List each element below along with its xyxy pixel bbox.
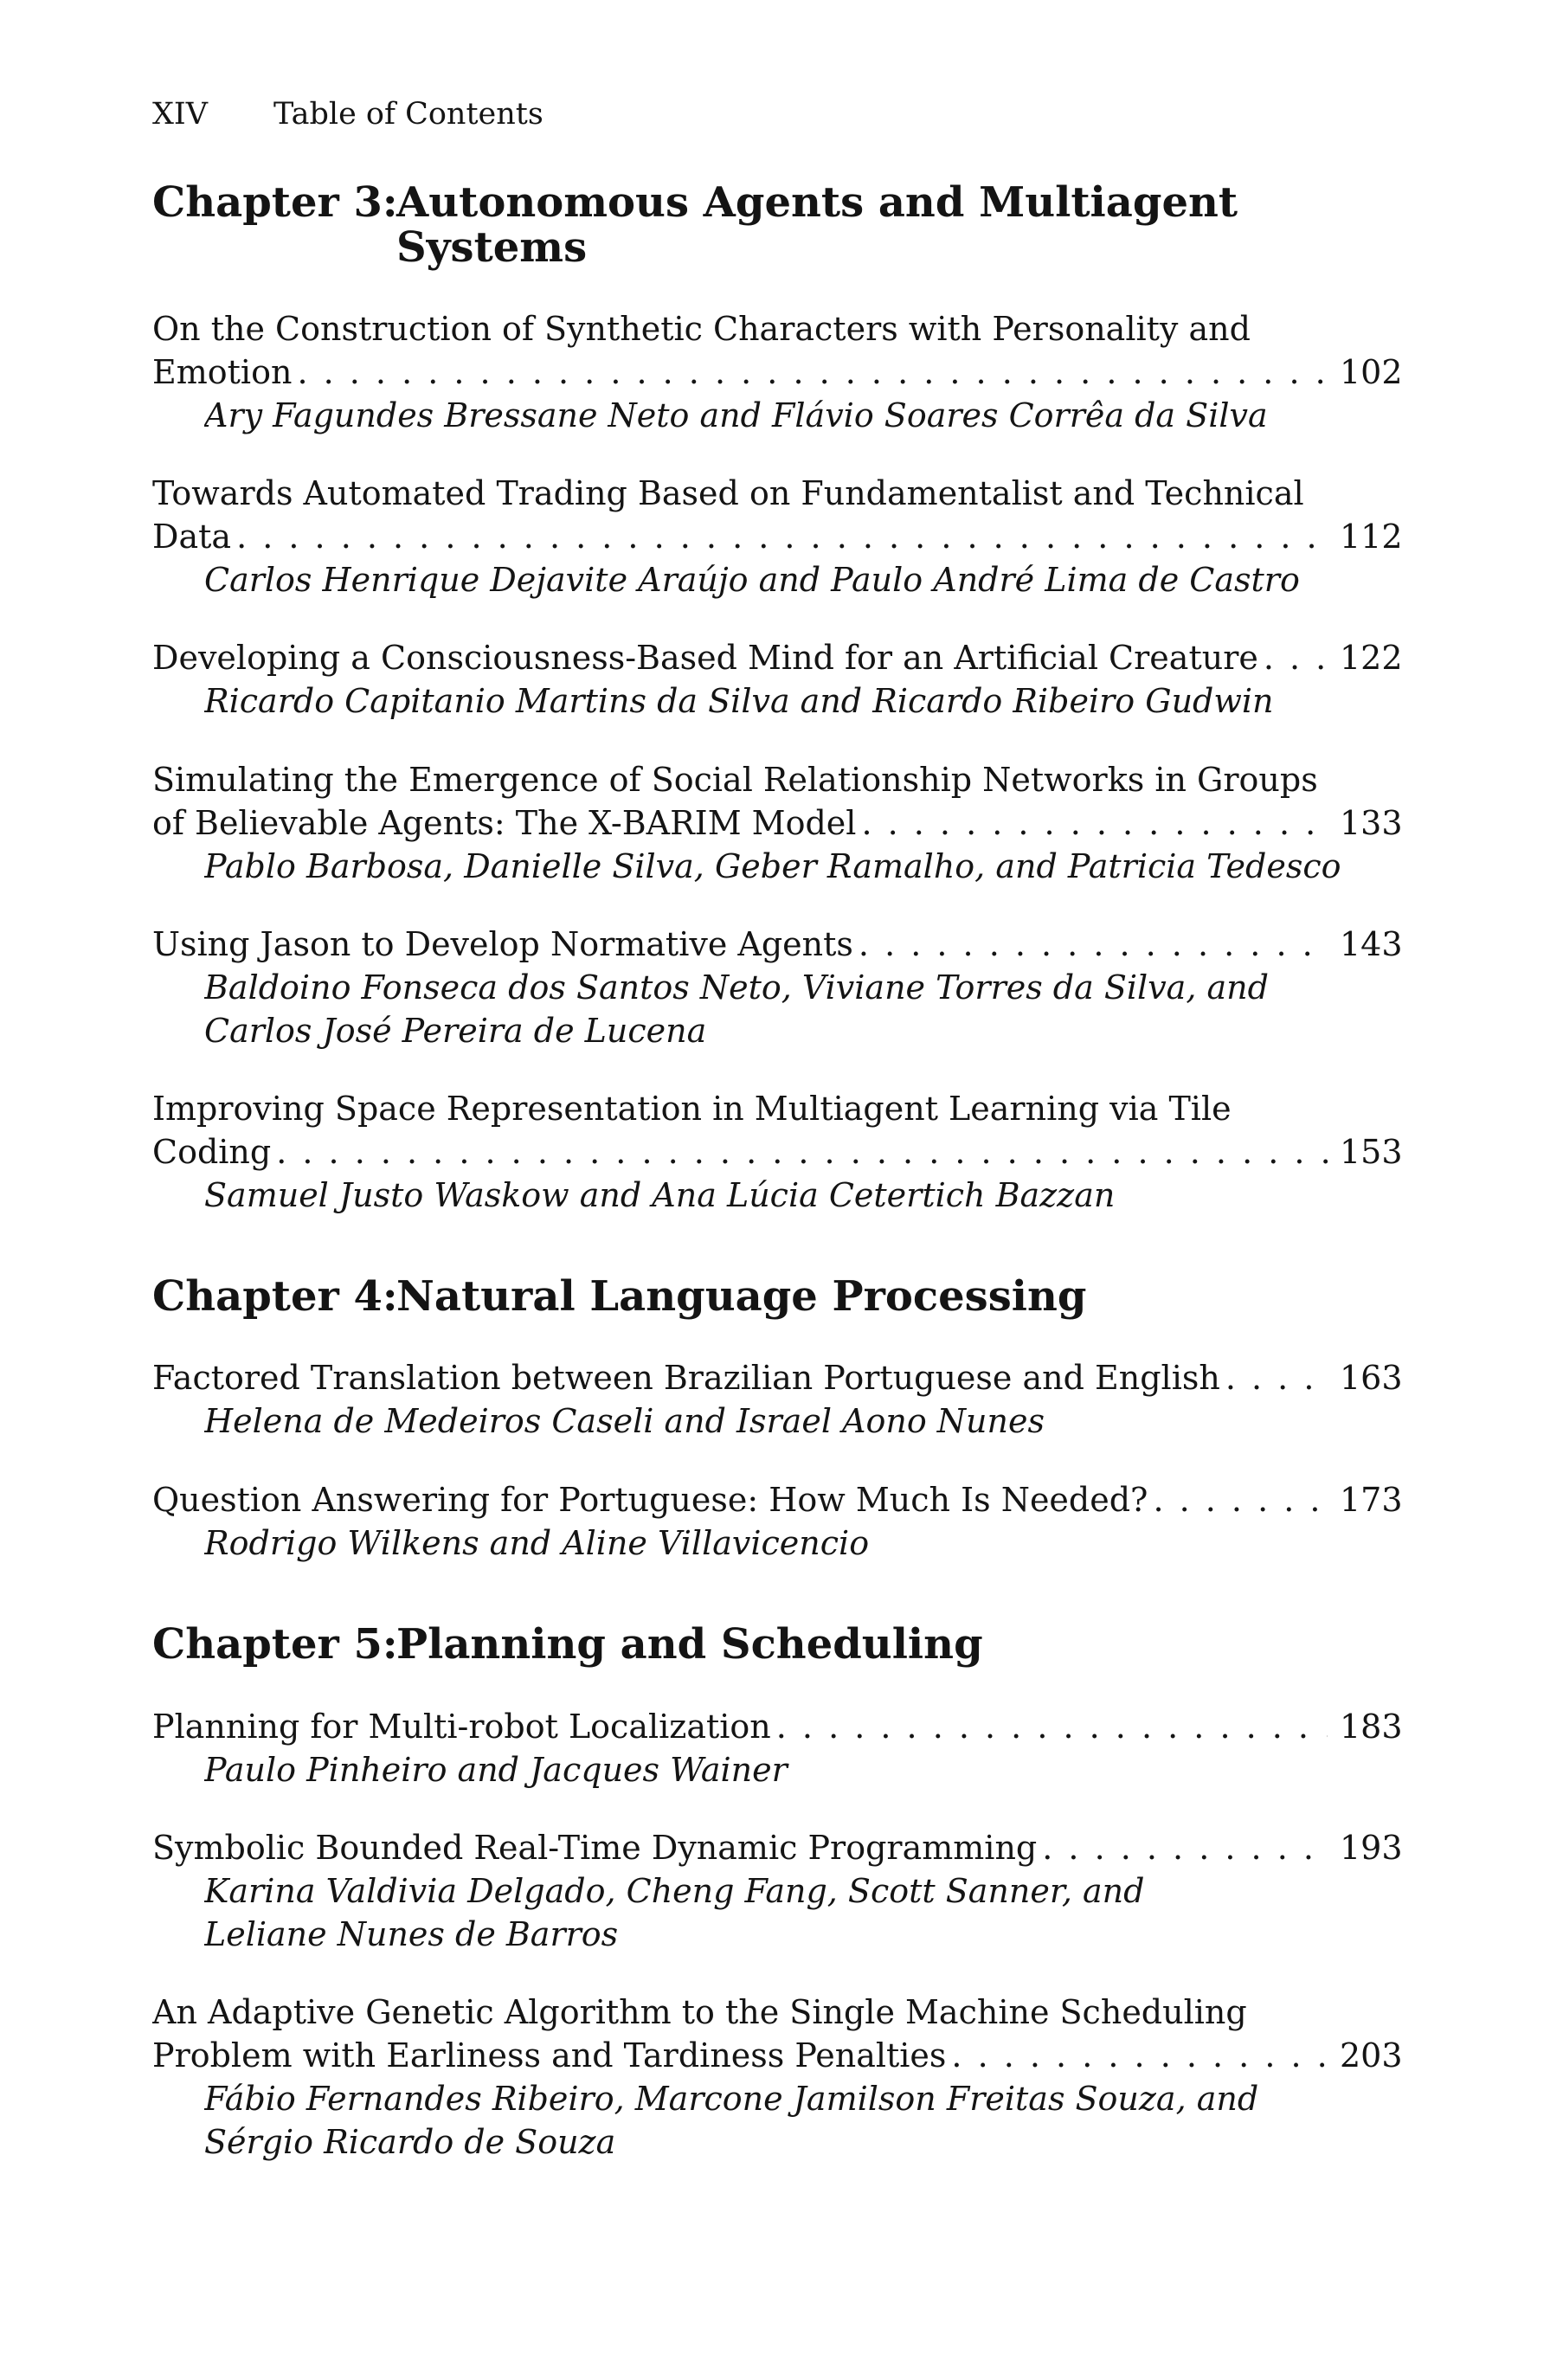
entry-authors (152, 2077, 1395, 2164)
chapter-label: Chapter 5: (152, 1620, 398, 1669)
chapter-title: Natural Language Processing (396, 1272, 1087, 1321)
entry-authors (152, 1521, 1395, 1565)
entry-title: Improving Space Representation in Multiagent Learning via Tile (152, 1090, 1232, 1128)
leader-dots (236, 515, 1328, 558)
leader-dots (861, 801, 1328, 845)
entry-page-number: 203 (1340, 2036, 1403, 2074)
entry-authors (152, 1174, 1395, 1217)
chapter-heading-3 (152, 180, 1238, 270)
entry-title: On the Construction of Synthetic Characters with Personality and (152, 310, 1251, 348)
entry-authors (152, 1748, 1395, 1791)
entry-page-number: 143 (1340, 925, 1403, 963)
leader-dots (276, 1130, 1328, 1174)
entry-page-number: 102 (1340, 353, 1403, 391)
entry-page-number: 153 (1340, 1133, 1403, 1171)
leader-dots (297, 351, 1328, 394)
entry-title-end: Problem with Earliness and Tardiness Penalties (152, 2036, 947, 2074)
chapter-label: Chapter 4: (152, 1272, 398, 1321)
entry-authors (152, 1399, 1395, 1443)
toc-page (152, 0, 1403, 2380)
toc-entry[interactable] (152, 923, 1403, 1052)
running-head-title: Table of Contents (273, 97, 543, 132)
entry-title-end: Planning for Multi-robot Localization (152, 1708, 771, 1746)
authors-line: Baldoino Fonseca dos Santos Neto, Viviane Torres da Silva, and (204, 968, 1269, 1007)
leader-dots (951, 2034, 1328, 2077)
leader-dots (1153, 1478, 1328, 1521)
toc-entry[interactable] (152, 1478, 1403, 1565)
toc-entry[interactable] (152, 1087, 1403, 1217)
entry-title-end: Coding (152, 1133, 272, 1171)
entry-title: Towards Automated Trading Based on Fundamentalist and Technical (152, 474, 1304, 512)
toc-entry[interactable] (152, 1705, 1403, 1791)
authors-line: Ricardo Capitanio Martins da Silva and Ricardo Ribeiro Gudwin (204, 682, 1274, 720)
chapter-heading-5 (152, 1622, 983, 1667)
leader-dots (859, 923, 1328, 966)
leader-dots (776, 1705, 1328, 1748)
authors-line: Carlos José Pereira de Lucena (204, 1012, 707, 1050)
entry-authors (152, 679, 1395, 723)
entry-authors (152, 845, 1395, 888)
running-head (152, 97, 543, 132)
entry-title-end: Developing a Consciousness-Based Mind for an Artificial Creature (152, 639, 1258, 677)
entry-page-number: 112 (1340, 518, 1403, 556)
entry-authors (152, 1869, 1395, 1956)
authors-line: Helena de Medeiros Caseli and Israel Aono Nunes (204, 1402, 1045, 1440)
entry-title-end: Data (152, 518, 232, 556)
authors-line: Fábio Fernandes Ribeiro, Marcone Jamilson Freitas Souza, and (204, 2080, 1259, 2118)
toc-entry[interactable] (152, 1356, 1403, 1443)
authors-line: Carlos Henrique Dejavite Araújo and Paulo André Lima de Castro (204, 561, 1300, 599)
chapter-label: Chapter 3: (152, 178, 398, 227)
entry-page-number: 163 (1340, 1359, 1403, 1397)
entry-authors (152, 966, 1395, 1052)
toc-entry[interactable] (152, 472, 1403, 601)
authors-line: Karina Valdivia Delgado, Cheng Fang, Scott Sanner, and (204, 1872, 1145, 1910)
entry-title-end: Emotion (152, 353, 293, 391)
entry-title: Simulating the Emergence of Social Relationship Networks in Groups (152, 761, 1318, 799)
chapter-heading-4 (152, 1274, 1086, 1319)
authors-line: Leliane Nunes de Barros (204, 1915, 619, 1953)
authors-line: Samuel Justo Waskow and Ana Lúcia Cetertich Bazzan (204, 1176, 1116, 1214)
page-folio: XIV (152, 97, 209, 132)
authors-line: Rodrigo Wilkens and Aline Villavicencio (204, 1524, 870, 1562)
entry-title-end: Using Jason to Develop Normative Agents (152, 925, 853, 963)
entry-title-end: Question Answering for Portuguese: How Much Is Needed? (152, 1481, 1148, 1519)
entry-page-number: 173 (1340, 1481, 1403, 1519)
leader-dots (1042, 1826, 1328, 1869)
toc-entry[interactable] (152, 307, 1403, 437)
entry-page-number: 133 (1340, 804, 1403, 842)
entry-title: An Adaptive Genetic Algorithm to the Single Machine Scheduling (152, 1993, 1247, 2031)
entry-authors (152, 558, 1395, 601)
chapter-title-continued: Systems (396, 223, 588, 272)
entry-page-number: 183 (1340, 1708, 1403, 1746)
toc-entry[interactable] (152, 758, 1403, 888)
authors-line: Pablo Barbosa, Danielle Silva, Geber Ramalho, and Patricia Tedesco (204, 847, 1341, 885)
entry-title-end: Factored Translation between Brazilian Portuguese and English (152, 1359, 1220, 1397)
entry-title-end: of Believable Agents: The X-BARIM Model (152, 804, 857, 842)
leader-dots (1264, 636, 1328, 679)
toc-entry[interactable] (152, 636, 1403, 723)
leader-dots (1225, 1356, 1328, 1399)
chapter-title: Autonomous Agents and Multiagent (396, 178, 1238, 227)
authors-line: Paulo Pinheiro and Jacques Wainer (204, 1751, 788, 1789)
authors-line: Ary Fagundes Bressane Neto and Flávio Soares Corrêa da Silva (204, 396, 1268, 434)
entry-page-number: 122 (1340, 639, 1403, 677)
toc-entry[interactable] (152, 1991, 1403, 2164)
chapter-title: Planning and Scheduling (396, 1620, 983, 1669)
entry-authors (152, 394, 1395, 437)
entry-page-number: 193 (1340, 1829, 1403, 1867)
entry-title-end: Symbolic Bounded Real-Time Dynamic Programming (152, 1829, 1038, 1867)
toc-entry[interactable] (152, 1826, 1403, 1956)
authors-line: Sérgio Ricardo de Souza (204, 2123, 616, 2161)
